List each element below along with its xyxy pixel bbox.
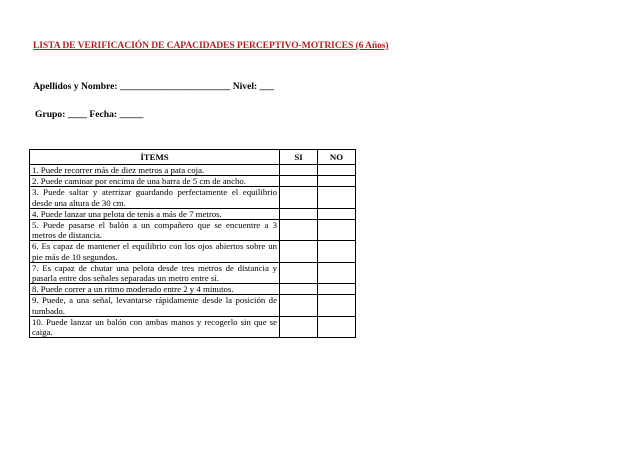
si-checkbox-cell[interactable] (280, 220, 318, 241)
table-row (30, 262, 356, 283)
item-text: 10. Puede lanzar un balón con ambas manos y recogerlo sin que se caiga. (30, 316, 280, 337)
si-checkbox-cell[interactable] (280, 241, 318, 262)
header-no: NO (318, 150, 356, 165)
group-date-line: Grupo: ____ Fecha: _____ (35, 109, 144, 120)
no-checkbox-cell[interactable] (318, 262, 356, 283)
item-text: 7. Es capaz de chutar una pelota desde tres metros de distancia y pasarla entre dos señales separadas un metro entre sí. (30, 262, 280, 283)
item-text: 4. Puede lanzar una pelota de tenis a más de 7 metros. (30, 208, 280, 219)
no-checkbox-cell[interactable] (318, 220, 356, 241)
si-checkbox-cell[interactable] (280, 187, 318, 208)
si-checkbox-cell[interactable] (280, 262, 318, 283)
name-level-line: Apellidos y Nombre: _______________________ Nivel: ___ (33, 81, 274, 92)
no-checkbox-cell[interactable] (318, 295, 356, 316)
item-text: 8. Puede correr a un ritmo moderado entre 2 y 4 minutos. (30, 284, 280, 295)
table-row (30, 208, 356, 219)
no-checkbox-cell[interactable] (318, 187, 356, 208)
item-text: 2. Puede caminar por encima de una barra de 5 cm de ancho. (30, 176, 280, 187)
si-checkbox-cell[interactable] (280, 176, 318, 187)
no-checkbox-cell[interactable] (318, 208, 356, 219)
si-checkbox-cell[interactable] (280, 208, 318, 219)
checklist-table (29, 149, 356, 338)
header-items: ÍTEMS (30, 150, 280, 165)
no-checkbox-cell[interactable] (318, 284, 356, 295)
no-checkbox-cell[interactable] (318, 176, 356, 187)
item-text: 3. Puede saltar y aterrizar guardando perfectamente el equilibrio desde una altura de 30 cm. (30, 187, 280, 208)
table-row (30, 187, 356, 208)
document-title: LISTA DE VERIFICACIÓN DE CAPACIDADES PERCEPTIVO-MOTRICES (6 Años) (33, 40, 389, 51)
item-text: 9. Puede, a una señal, levantarse rápidamente desde la posición de tumbado. (30, 295, 280, 316)
table-row (30, 316, 356, 337)
item-text: 6. Es capaz de mantener el equilibrio con los ojos abiertos sobre un pie más de 10 segundos. (30, 241, 280, 262)
table-row (30, 176, 356, 187)
si-checkbox-cell[interactable] (280, 284, 318, 295)
si-checkbox-cell[interactable] (280, 316, 318, 337)
header-si: SI (280, 150, 318, 165)
no-checkbox-cell[interactable] (318, 165, 356, 176)
table-row (30, 220, 356, 241)
si-checkbox-cell[interactable] (280, 165, 318, 176)
no-checkbox-cell[interactable] (318, 241, 356, 262)
si-checkbox-cell[interactable] (280, 295, 318, 316)
item-text: 1. Puede recorrer más de diez metros a pata coja. (30, 165, 280, 176)
no-checkbox-cell[interactable] (318, 316, 356, 337)
table-row (30, 295, 356, 316)
table-row (30, 165, 356, 176)
table-row (30, 284, 356, 295)
table-row (30, 241, 356, 262)
item-text: 5. Puede pasarse el balón a un compañero que se encuentre a 3 metros de distancia. (30, 220, 280, 241)
table-header-row (30, 150, 356, 165)
